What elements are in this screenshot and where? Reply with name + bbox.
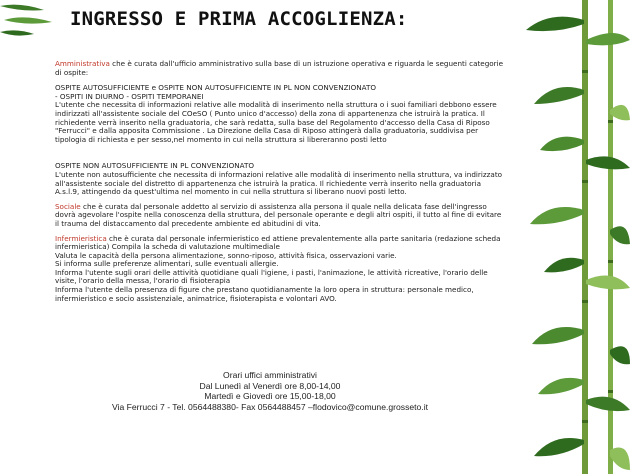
bamboo-decoration: [520, 0, 630, 474]
office-hours-weekdays: Dal Lunedì al Venerdì ore 8,00-14,00: [199, 380, 341, 391]
non-convenzionato-heading-1: OSPITE AUTOSUFFICIENTE e OSPITE NON AUTOSUFFICIENTE IN PL NON CONVENZIONATO: [55, 83, 377, 93]
office-hours: [60, 370, 480, 412]
non-convenzionato-text: L'utente che necessita di informazioni relative alle modalità di inserimento nella struttura o i suoi familiari debbono essere indirizzati all'assistente sociale del COeSO ( Punto unico d'accesso) della zona di appartenenza che istruirà la pratica. Il richiedente verrà inserito nella graduatoria, che sarà redatta, sulla base del Regolamento d'accesso della Casa di Riposo "Ferrucci" e dalla apposita Commissione . La Direzione della Casa di Riposo attingerà dalla graduatoria, suddivisa per tipologia di richiesta e per sesso,nel momento in cui nella struttura si libereranno posti letto: [55, 100, 497, 144]
infermieristica-line: Si informa sulle preferenze alimentari, sulle eventuali allergie.: [55, 259, 279, 269]
sociale-paragraph: [55, 203, 505, 229]
amministrativa-text: che è curata dall'ufficio amministrativo sulla base di un istruzione operativa e riguarda le seguenti categorie di ospite:: [55, 59, 504, 77]
office-hours-afternoons: Martedì e Giovedì ore 15,00-18,00: [204, 391, 336, 402]
bamboo-leaf-decoration-top: [0, 0, 60, 40]
infermieristica-line: Informa l'utente della presenza di figure che prestano quotidianamente la loro opera in struttura: personale medico, infermieristico e socio assistenziale, animatrice, fisioterapista e volontari AVO.: [55, 285, 474, 303]
infermieristica-line: Informa l'utente sugli orari delle attività quotidiane quali l'igiene, i pasti, l'animazione, le attività ricreative, l'orario delle visite, l'orario della messa, l'orario di fisioterapia: [55, 267, 488, 286]
office-hours-title: Orari uffici amministrativi: [223, 370, 317, 380]
amministrativa-label: Amministrativa: [55, 59, 110, 68]
slide-body: [55, 60, 505, 303]
office-contact: Via Ferrucci 7 - Tel. 0564488380- Fax 0564488457 –flodovico@comune.grosseto.it: [111, 401, 429, 412]
sociale-label: Sociale: [55, 201, 81, 211]
amministrativa-paragraph: [55, 60, 505, 77]
infermieristica-line: Valuta le capacità della persona alimentazione, sonno-riposo, attività fisica, osservazioni varie.: [55, 250, 397, 260]
convenzionato-text: L'utente non autosufficiente che necessita di informazioni relative alle modalità di inserimento nella struttura, va indirizzato all'assistente sociale del distretto di appartenenza che istruirà la pratica. Il richiedente verrà inserito nella graduatoria A.s.l.9, attingendo da quest'ultima nel momento in cui nella struttura si liberano nuovi posti letto.: [55, 169, 503, 197]
non-convenzionato-heading-2: - OSPITI IN DIURNO - OSPITI TEMPORANEI: [55, 91, 204, 101]
infermieristica-paragraph: [55, 235, 505, 252]
sociale-text: che è curata dal personale addetto al servizio di assistenza alla persona il quale nella delicata fase dell'ingresso dovrà agevolare l'ospite nella conoscenza della struttura, del personale operante e degli altri ospiti, il tutto al fine di evitare il trauma del distaccamento dal precedente ambiente ed abitudini di vita.: [55, 201, 502, 228]
infermieristica-text: che è curata dal personale infermieristico ed attiene prevalentemente alla parte sanitaria (redazione scheda infermieristica) Compila la scheda di valutazione multimediale: [55, 233, 501, 252]
slide-title: INGRESSO E PRIMA ACCOGLIENZA:: [70, 8, 408, 30]
convenzionato-heading: OSPITE NON AUTOSUFFICIENTE IN PL CONVENZIONATO: [55, 161, 255, 171]
infermieristica-label: Infermieristica: [55, 233, 107, 243]
